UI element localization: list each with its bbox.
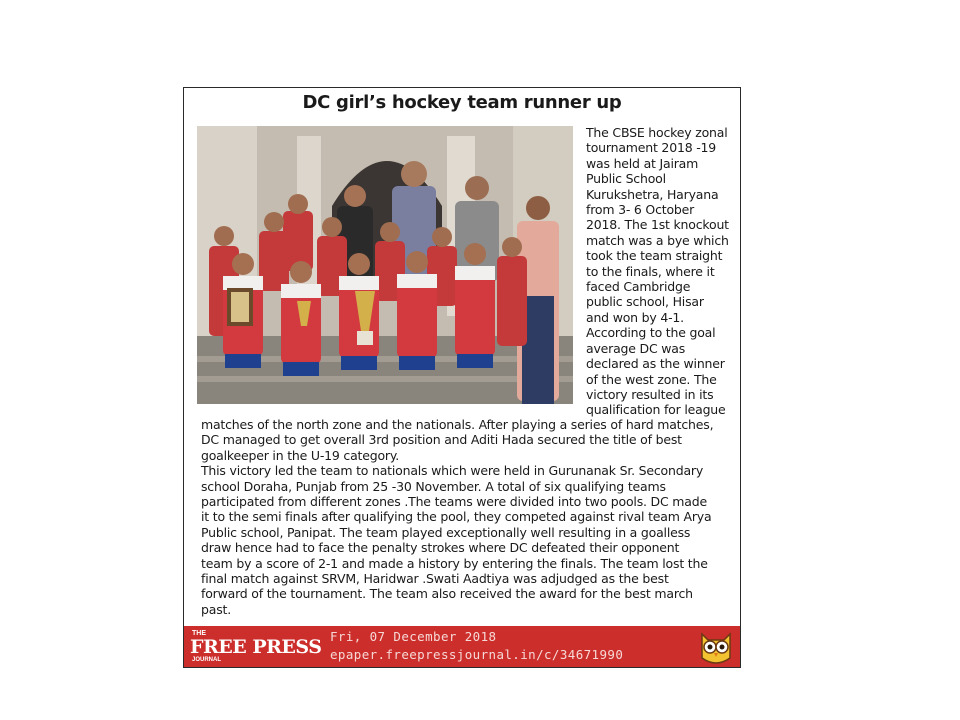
news-clipping (183, 87, 741, 668)
headline: DC girl’s hockey team runner up (302, 92, 622, 113)
team-photo-image (197, 126, 573, 404)
team-photo (197, 126, 573, 404)
body-paragraph-2: This victory led the team to nationals which were held in Gurunanak Sr. Secondary school Doraha, Punjab from 25 -30 November. A total of six qualifying teams participated from different zones .The teams were divided into two pools. DC made it to the semi finals after qualifying the pool, they competed against rival team Arya Public school, Panipat. The team played exceptionally well resulting in a goalless draw hence had to face the penalty strokes where DC defeated their opponent team by a score of 2-1 and made a history by entering the finals. The team lost the final match against SRVM, Haridwar .Swati Aadtiya was adjudged as the best forward of the tournament. The team also received the award for the best march past. (201, 463, 712, 617)
epaper-url[interactable]: epaper.freepressjournal.in/c/34671990 (330, 647, 624, 662)
publication-date: Fri, 07 December 2018 (330, 629, 497, 644)
body-paragraph-1: matches of the north zone and the nationals. After playing a series of hard matches, DC managed to get overall 3rd position and Aditi Hada secured the title of best goalkeeper in the U-19 category. (201, 417, 714, 463)
free-press-logo (190, 630, 325, 663)
footer-bar (184, 626, 740, 667)
logo-journal: JOURNAL (192, 657, 222, 663)
article-side-column: The CBSE hockey zonal tournament 2018 -19 was held at Jairam Public School Kurukshetra, Haryana from 3- 6 October 2018. The 1st knockout match was a bye which took the team straight to the finals, where it faced Cambridge public school, Hisar and won by 4-1. According to the goal average DC was declared as the winner of the west zone. The victory resulted in its qualification for league (586, 125, 729, 418)
logo-wordmark: FREE PRESS (190, 636, 322, 658)
logo-the: THE (192, 630, 206, 637)
owl-icon (698, 628, 734, 665)
article-body (201, 417, 741, 617)
